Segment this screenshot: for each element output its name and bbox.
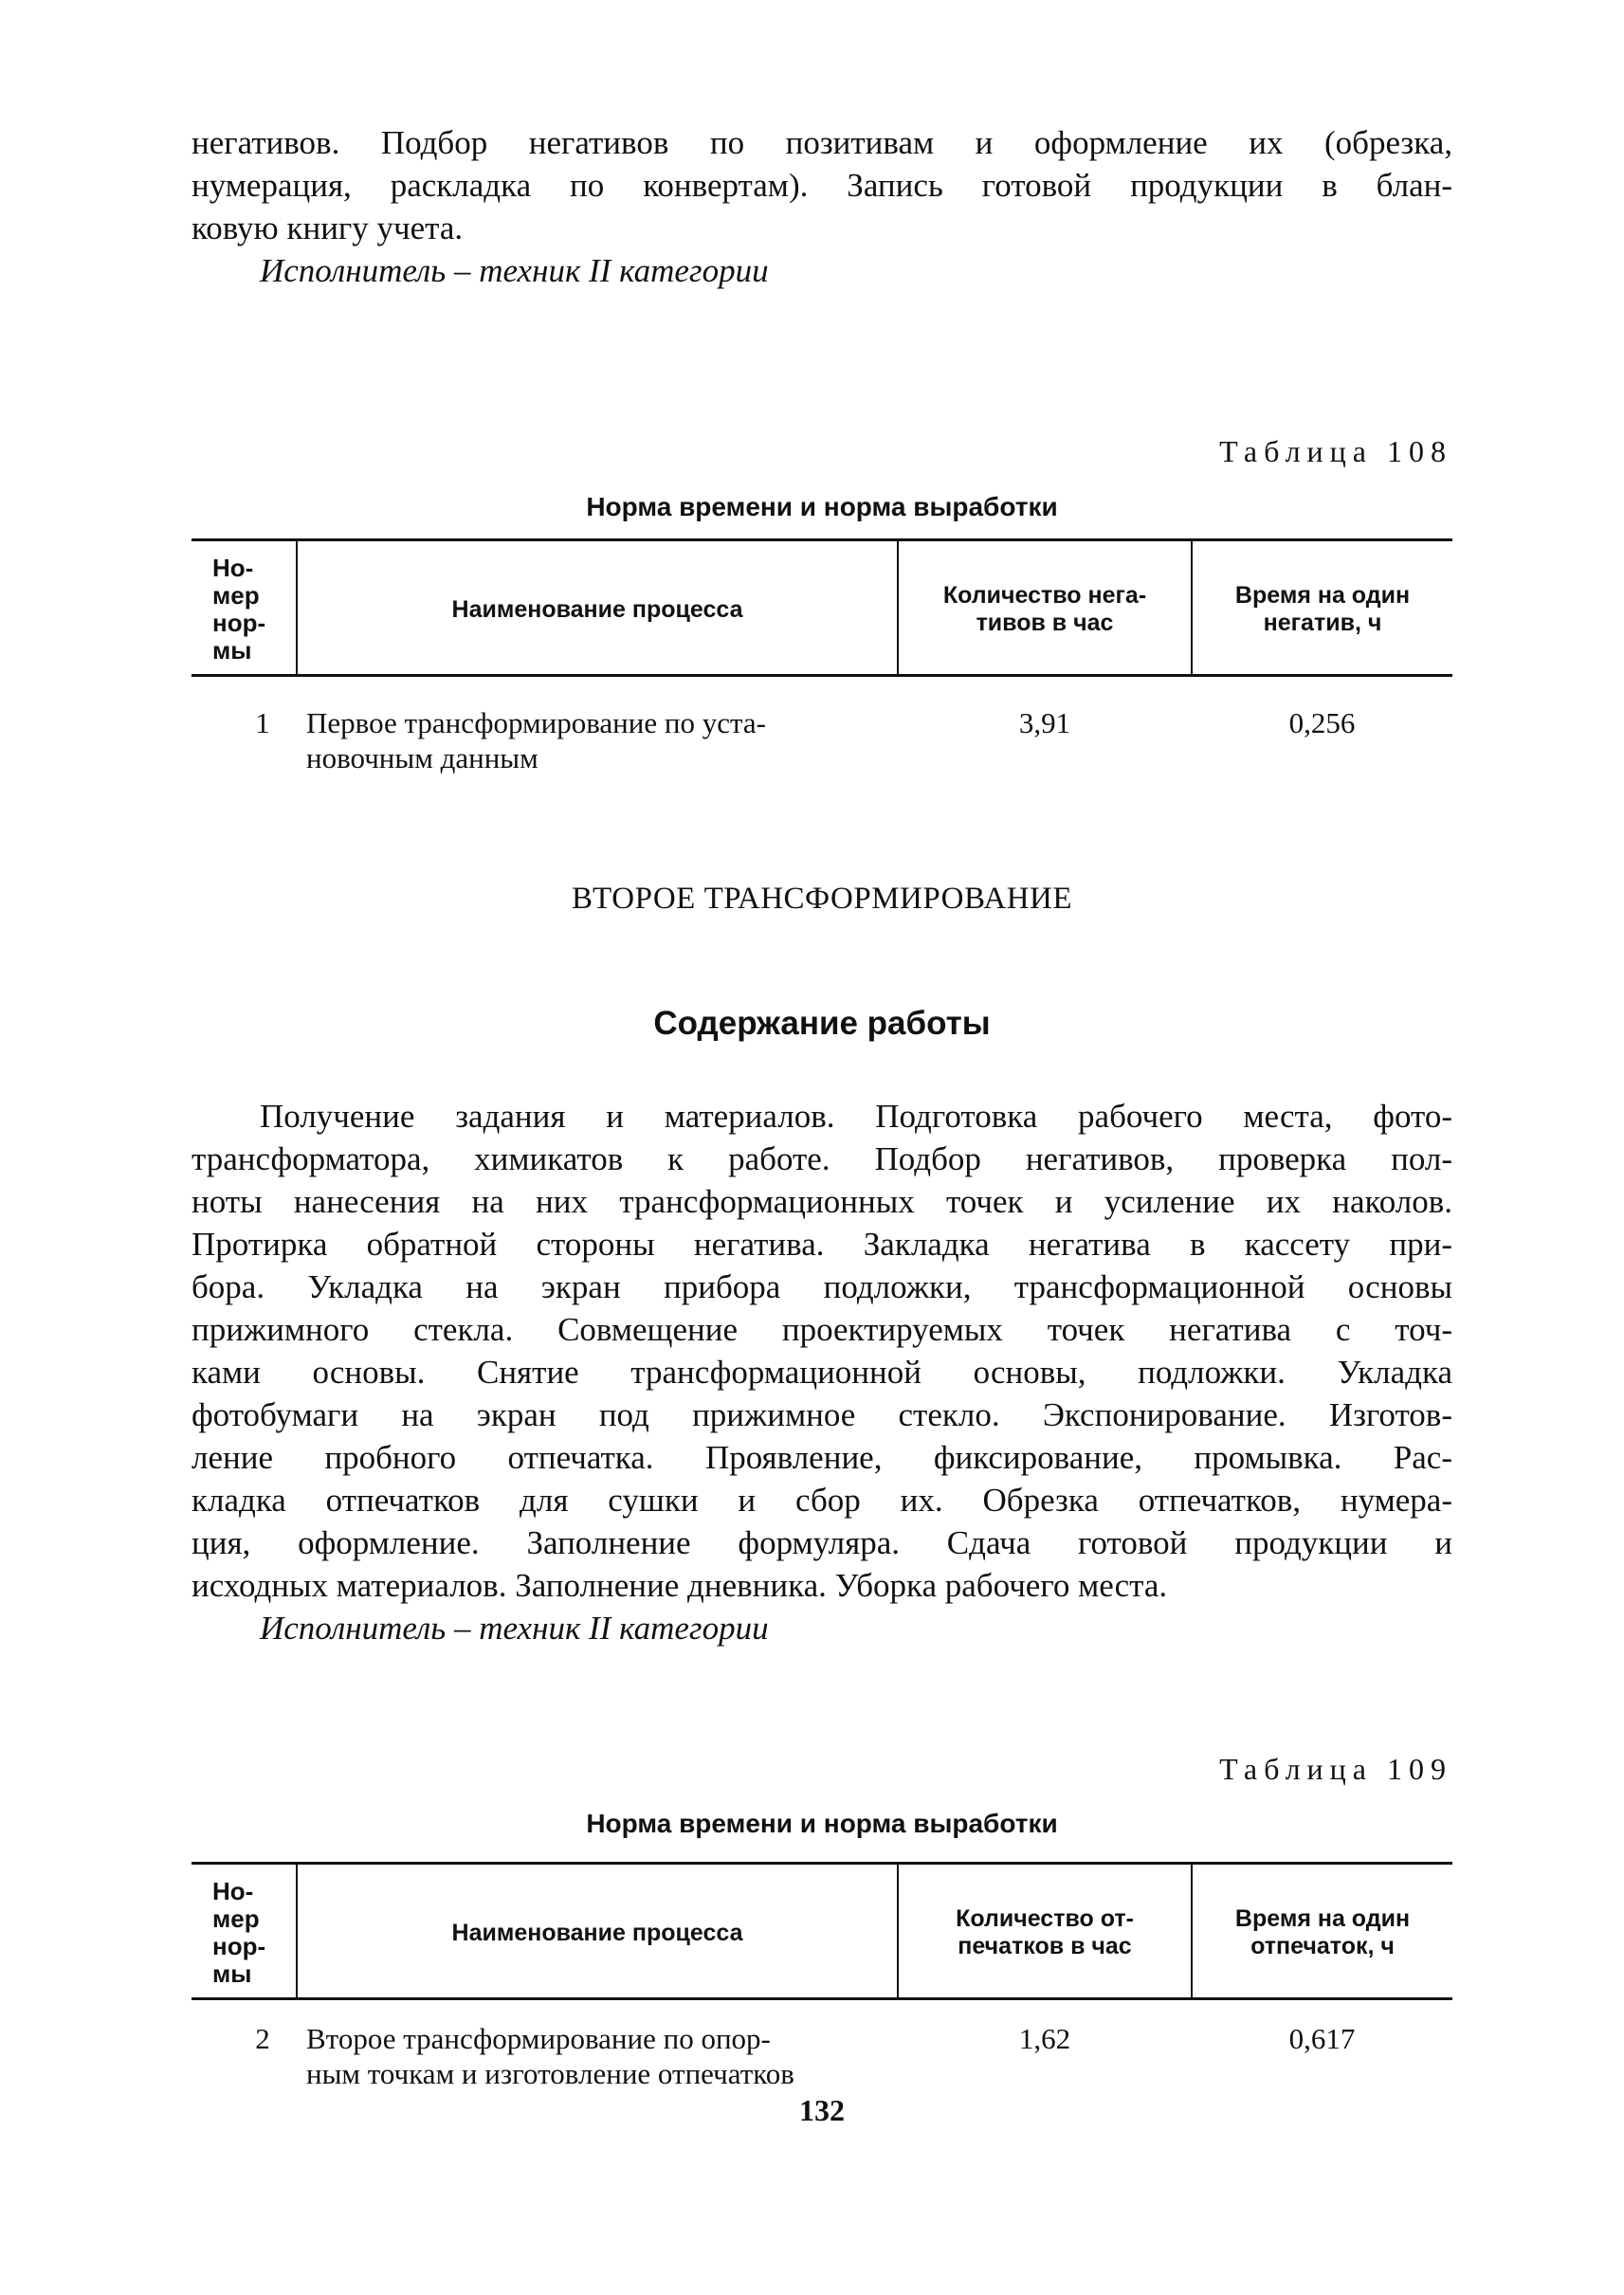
text-line: бора. Укладка на экран прибора подложки, трансформационной основы	[192, 1268, 1452, 1305]
table-title: Норма времени и норма выработки	[586, 492, 1058, 521]
intro-paragraph	[192, 121, 1452, 249]
text-line: трансформатора, химикатов к работе. Подбор негативов, проверка пол-	[192, 1140, 1452, 1177]
text-line: кладка отпечатков для сушки и сбор их. Обрезка отпечатков, нумера-	[192, 1482, 1452, 1519]
text-line: нумерация, раскладка по конвертам). Запись готовой продукции в блан-	[192, 167, 1452, 204]
table-row	[192, 1999, 1452, 2093]
header-quantity: Количество нега- тивов в час	[898, 540, 1192, 676]
executor-line: Исполнитель – техник II категории	[260, 1610, 769, 1647]
table-label: Таблица 109	[1219, 1752, 1452, 1786]
cell-norm-number: 2	[255, 2022, 270, 2055]
cell-time: 0,617	[1288, 2022, 1356, 2055]
header-process-name: Наименование процесса	[297, 1864, 898, 1999]
page-number: 132	[799, 2093, 845, 2127]
text-line: прижимного стекла. Совмещение проектируемых точек негатива с точ-	[192, 1311, 1452, 1348]
executor-line: Исполнитель – техник II категории	[260, 252, 769, 289]
cell-quantity: 1,62	[1018, 2022, 1071, 2055]
text-line: ноты нанесения на них трансформационных точек и усиление их наколов.	[192, 1183, 1452, 1220]
text-line: негативов. Подбор негативов по позитивам и оформление их (обрезка,	[192, 124, 1452, 161]
cell-quantity: 3,91	[1018, 706, 1071, 739]
text-line: исходных материалов. Заполнение дневника. Уборка рабочего места.	[192, 1567, 1168, 1604]
norm-table-109	[192, 1862, 1452, 2092]
text-line: ковую книгу учета.	[192, 209, 464, 246]
header-norm-number: Но- мер нор- мы	[192, 540, 297, 676]
text-line: фотобумаги на экран под прижимное стекло. Экспонирование. Изготов-	[192, 1396, 1452, 1433]
cell-process-name: Второе трансформирование по опор- ным точкам и изготовление отпечатков	[306, 2022, 794, 2090]
header-quantity: Количество от- печатков в час	[898, 1864, 1192, 1999]
work-content-paragraph	[192, 1095, 1452, 1607]
text-line: ция, оформление. Заполнение формуляра. Сдача готовой продукции и	[192, 1524, 1452, 1561]
work-content-block	[192, 1095, 1452, 1649]
table-title: Норма времени и норма выработки	[586, 1809, 1058, 1838]
table-row	[192, 676, 1452, 777]
norm-table-108	[192, 538, 1452, 776]
header-norm-number: Но- мер нор- мы	[192, 1864, 297, 1999]
cell-process-name: Первое трансформирование по уста- новочным данным	[306, 706, 766, 774]
header-time: Время на один негатив, ч	[1192, 540, 1452, 676]
text-line: Получение задания и материалов. Подготовка рабочего места, фото-	[260, 1098, 1452, 1135]
cell-time: 0,256	[1288, 706, 1356, 739]
cell-norm-number: 1	[255, 706, 270, 739]
table-header-row	[192, 540, 1452, 676]
text-line: Протирка обратной стороны негатива. Закладка негатива в кассету при-	[192, 1226, 1452, 1263]
section-heading: ВТОРОЕ ТРАНСФОРМИРОВАНИЕ	[571, 882, 1073, 916]
header-time: Время на один отпечаток, ч	[1192, 1864, 1452, 1999]
text-line: ками основы. Снятие трансформационной основы, подложки. Укладка	[192, 1354, 1452, 1391]
table-header-row	[192, 1864, 1452, 1999]
section-subheading: Содержание работы	[653, 1005, 991, 1042]
header-process-name: Наименование процесса	[297, 540, 898, 676]
text-line: ление пробного отпечатка. Проявление, фиксирование, промывка. Рас-	[192, 1439, 1452, 1476]
intro-block	[192, 121, 1452, 292]
table-label: Таблица 108	[1219, 434, 1452, 468]
